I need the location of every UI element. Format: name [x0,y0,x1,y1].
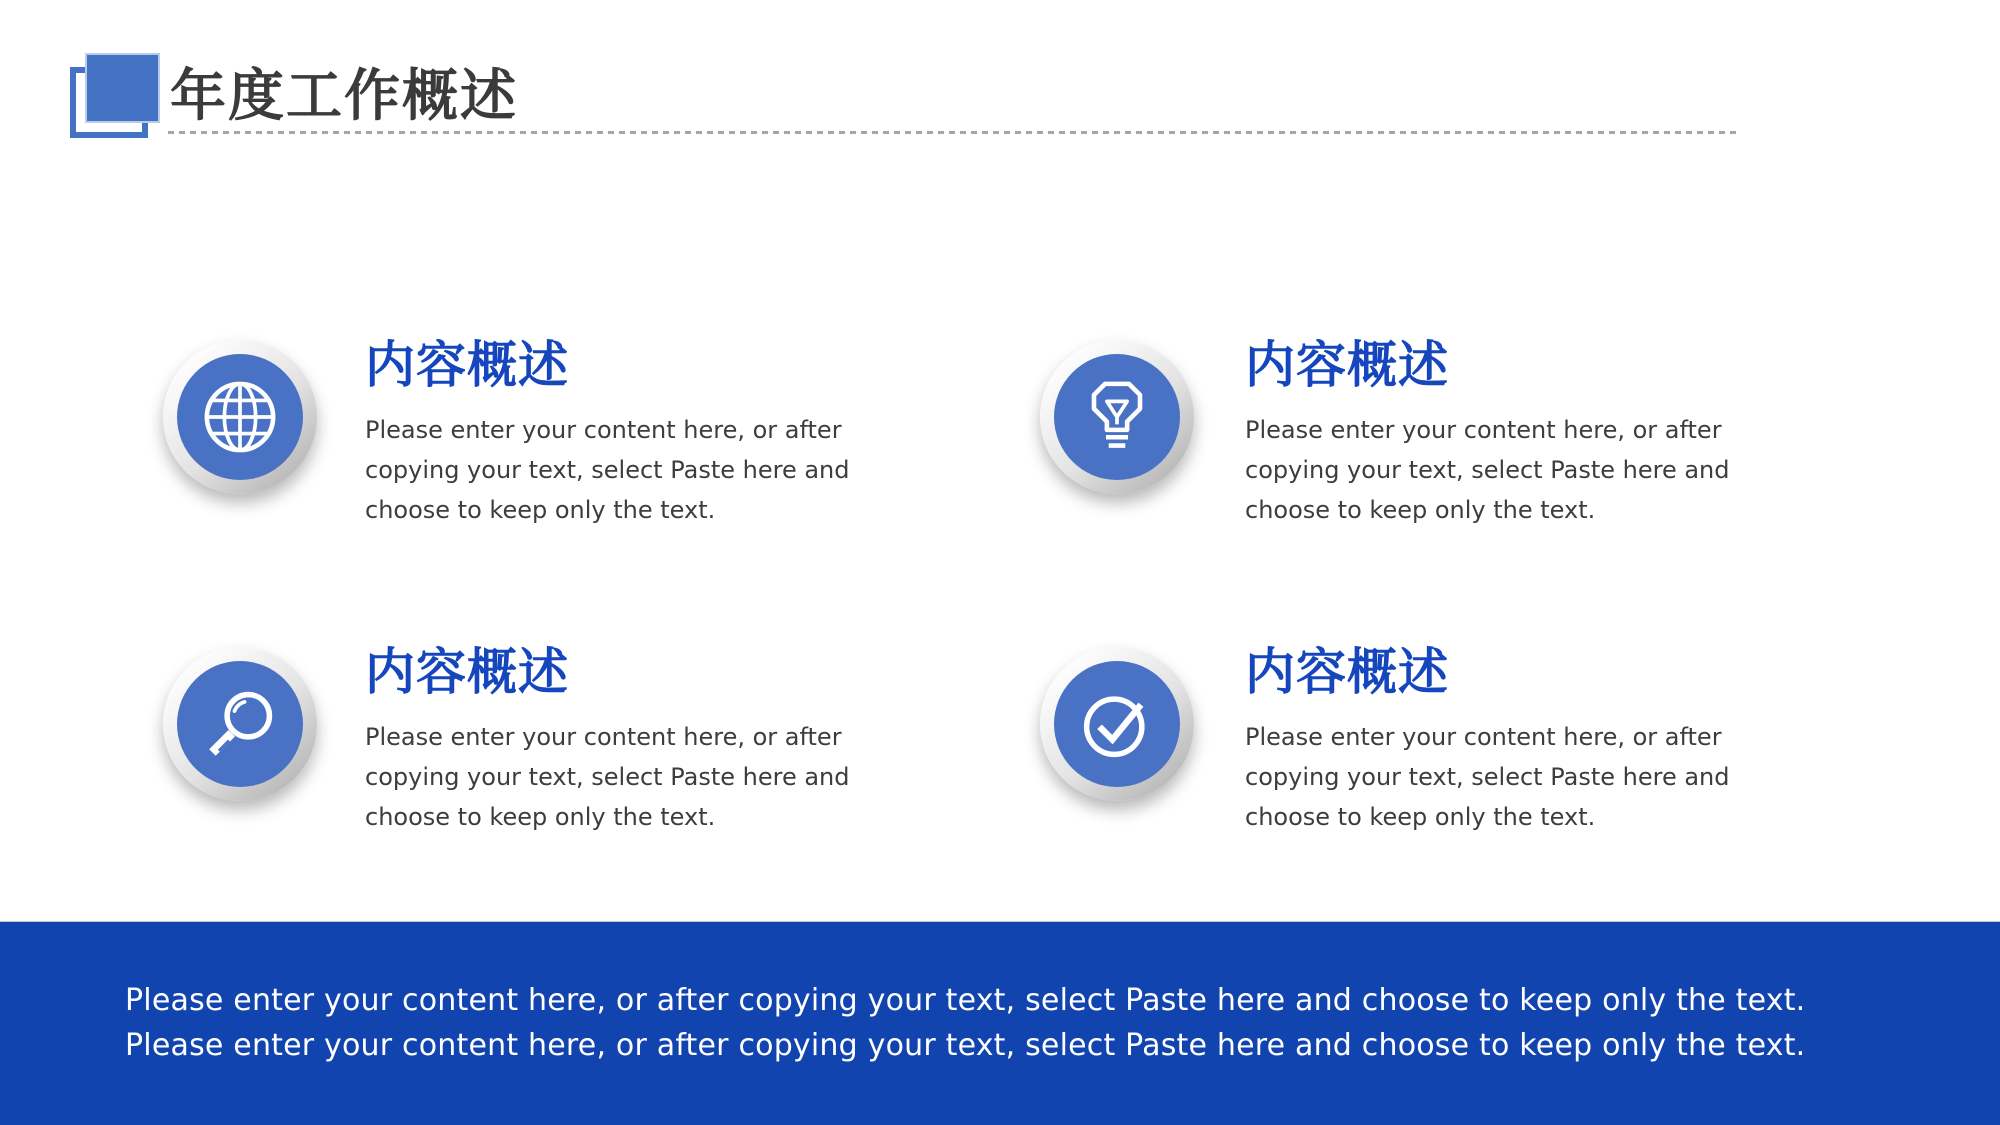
footer-line-1: Please enter your content here, or after copying your text, select Paste here and choose to keep only the text. [125,983,1806,1018]
item-heading: 内容概述 [1245,336,1449,394]
content-block-2 [1245,336,1765,530]
item-heading: 内容概述 [365,336,569,394]
item-body: Please enter your content here, or after copying your text, select Paste here and choose to keep only the text. [1245,416,1730,524]
medallion-2 [1040,340,1194,494]
footer-banner [0,921,2000,1125]
medallion-3 [163,647,317,801]
item-body: Please enter your content here, or after copying your text, select Paste here and choose to keep only the text. [365,723,850,831]
lightbulb-icon [1054,354,1180,480]
magnifier-icon [177,661,303,787]
footer-line-2: Please enter your content here, or after copying your text, select Paste here and choose to keep only the text. [125,1028,1806,1063]
title-squares-icon [70,53,180,148]
globe-icon [177,354,303,480]
item-body: Please enter your content here, or after copying your text, select Paste here and choose to keep only the text. [1245,723,1730,831]
content-block-4 [1245,643,1765,837]
page-title: 年度工作概述 [170,64,518,129]
medallion-4 [1040,647,1194,801]
check-circle-icon [1054,661,1180,787]
item-heading: 内容概述 [1245,643,1449,701]
content-block-3 [365,643,885,837]
filled-square [85,53,160,123]
item-body: Please enter your content here, or after copying your text, select Paste here and choose to keep only the text. [365,416,850,524]
medallion-1 [163,340,317,494]
dotted-divider [168,131,1740,134]
content-block-1 [365,336,885,530]
item-heading: 内容概述 [365,643,569,701]
